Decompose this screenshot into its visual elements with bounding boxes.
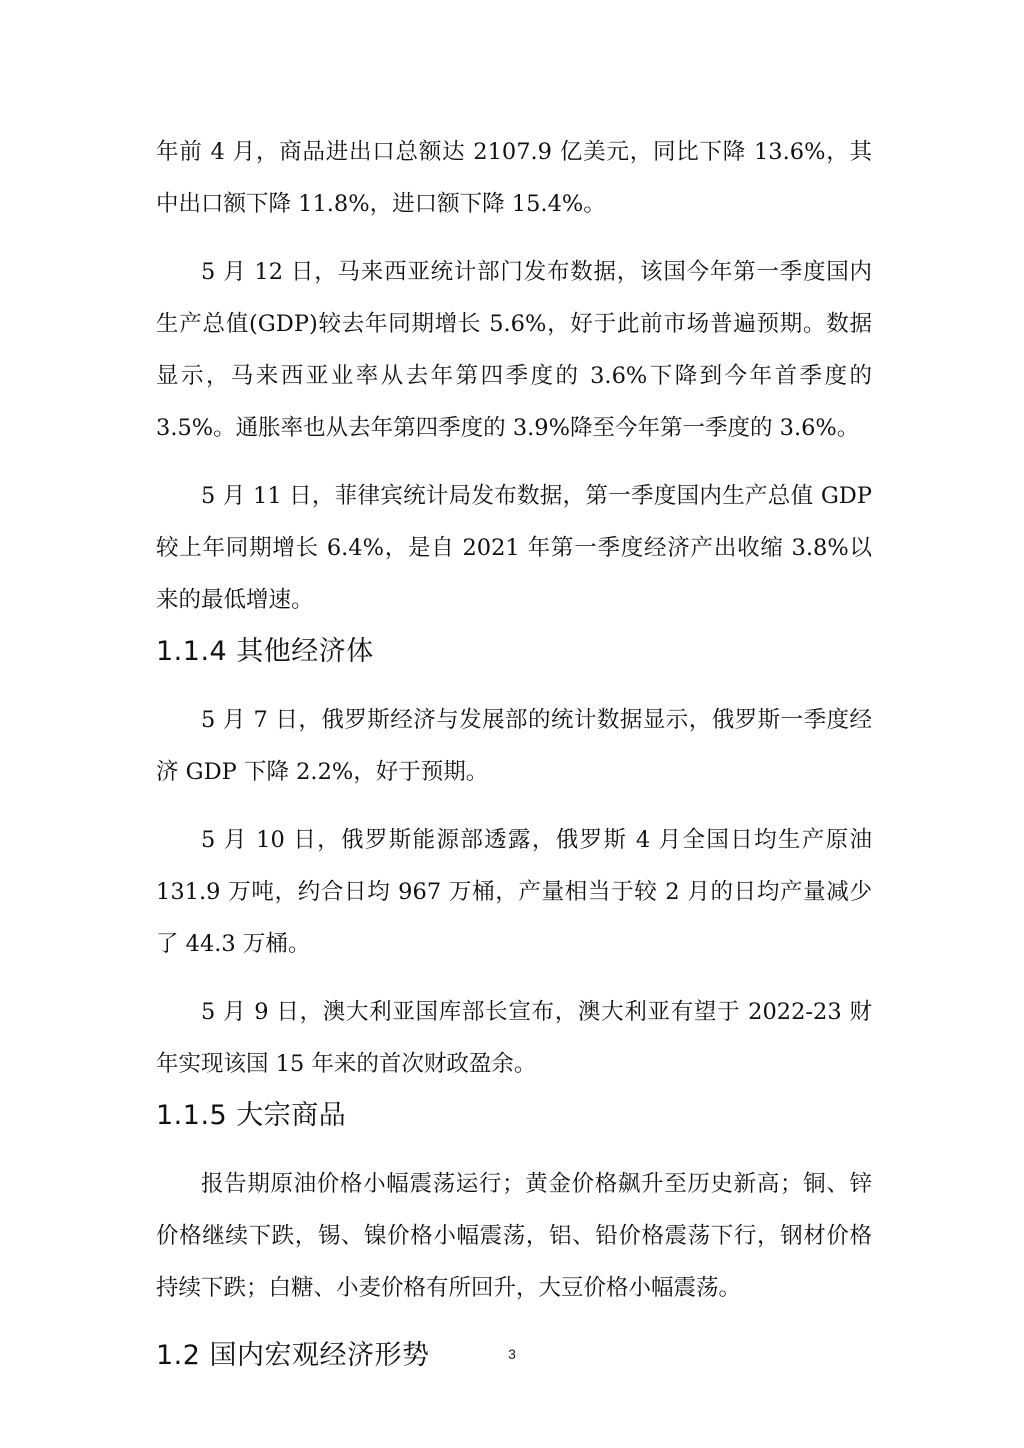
document-body — [156, 126, 872, 1382]
page-number: 3 — [508, 1346, 516, 1362]
paragraph-gap — [156, 1314, 872, 1330]
paragraph-gap — [156, 678, 872, 694]
paragraph-gap — [156, 454, 872, 470]
paragraph-philippines-gdp: 5 月 11 日，菲律宾统计局发布数据，第一季度国内生产总值 GDP 较上年同期增长 6.4%，是自 2021 年第一季度经济产出收缩 3.8%以来的最低增速。 — [156, 483, 872, 613]
paragraph-gap — [156, 970, 872, 986]
paragraph-russia-gdp: 5 月 7 日，俄罗斯经济与发展部的统计数据显示，俄罗斯一季度经济 GDP 下降 2.2%，好于预期。 — [156, 707, 872, 785]
paragraph-trade-data: 年前 4 月，商品进出口总额达 2107.9 亿美元，同比下降 13.6%，其中出口额下降 11.8%，进口额下降 15.4%。 — [156, 139, 872, 217]
paragraph-commodity-prices: 报告期原油价格小幅震荡运行；黄金价格飙升至历史新高；铜、锌价格继续下跌，锡、镍价格小幅震荡，铝、铅价格震荡下行，钢材价格持续下跌；白糖、小麦价格有所回升，大豆价格小幅震荡。 — [156, 1171, 872, 1301]
section-heading-domestic-macro: 1.2 国内宏观经济形势 — [156, 1340, 430, 1371]
paragraph-gap — [156, 230, 872, 246]
paragraph-gap — [156, 798, 872, 814]
paragraph-russia-oil: 5 月 10 日，俄罗斯能源部透露，俄罗斯 4 月全国日均生产原油 131.9 万吨，约合日均 967 万桶，产量相当于较 2 月的日均产量减少了 44.3 万桶。 — [156, 827, 872, 957]
paragraph-australia-budget: 5 月 9 日，澳大利亚国库部长宣布，澳大利亚有望于 2022-23 财年实现该国 15 年来的首次财政盈余。 — [156, 999, 872, 1077]
section-heading-other-economies: 1.1.4 其他经济体 — [156, 636, 374, 667]
paragraph-gap — [156, 1142, 872, 1158]
section-heading-commodities: 1.1.5 大宗商品 — [156, 1100, 347, 1131]
paragraph-malaysia-gdp: 5 月 12 日，马来西亚统计部门发布数据，该国今年第一季度国内生产总值(GDP)较去年同期增长 5.6%，好于此前市场普遍预期。数据显示，马来西亚业率从去年第四季度的 3.6%下降到今年首季度的 3.5%。通胀率也从去年第四季度的 3.9%降至今年第一季度的 3.6%。 — [156, 259, 872, 441]
